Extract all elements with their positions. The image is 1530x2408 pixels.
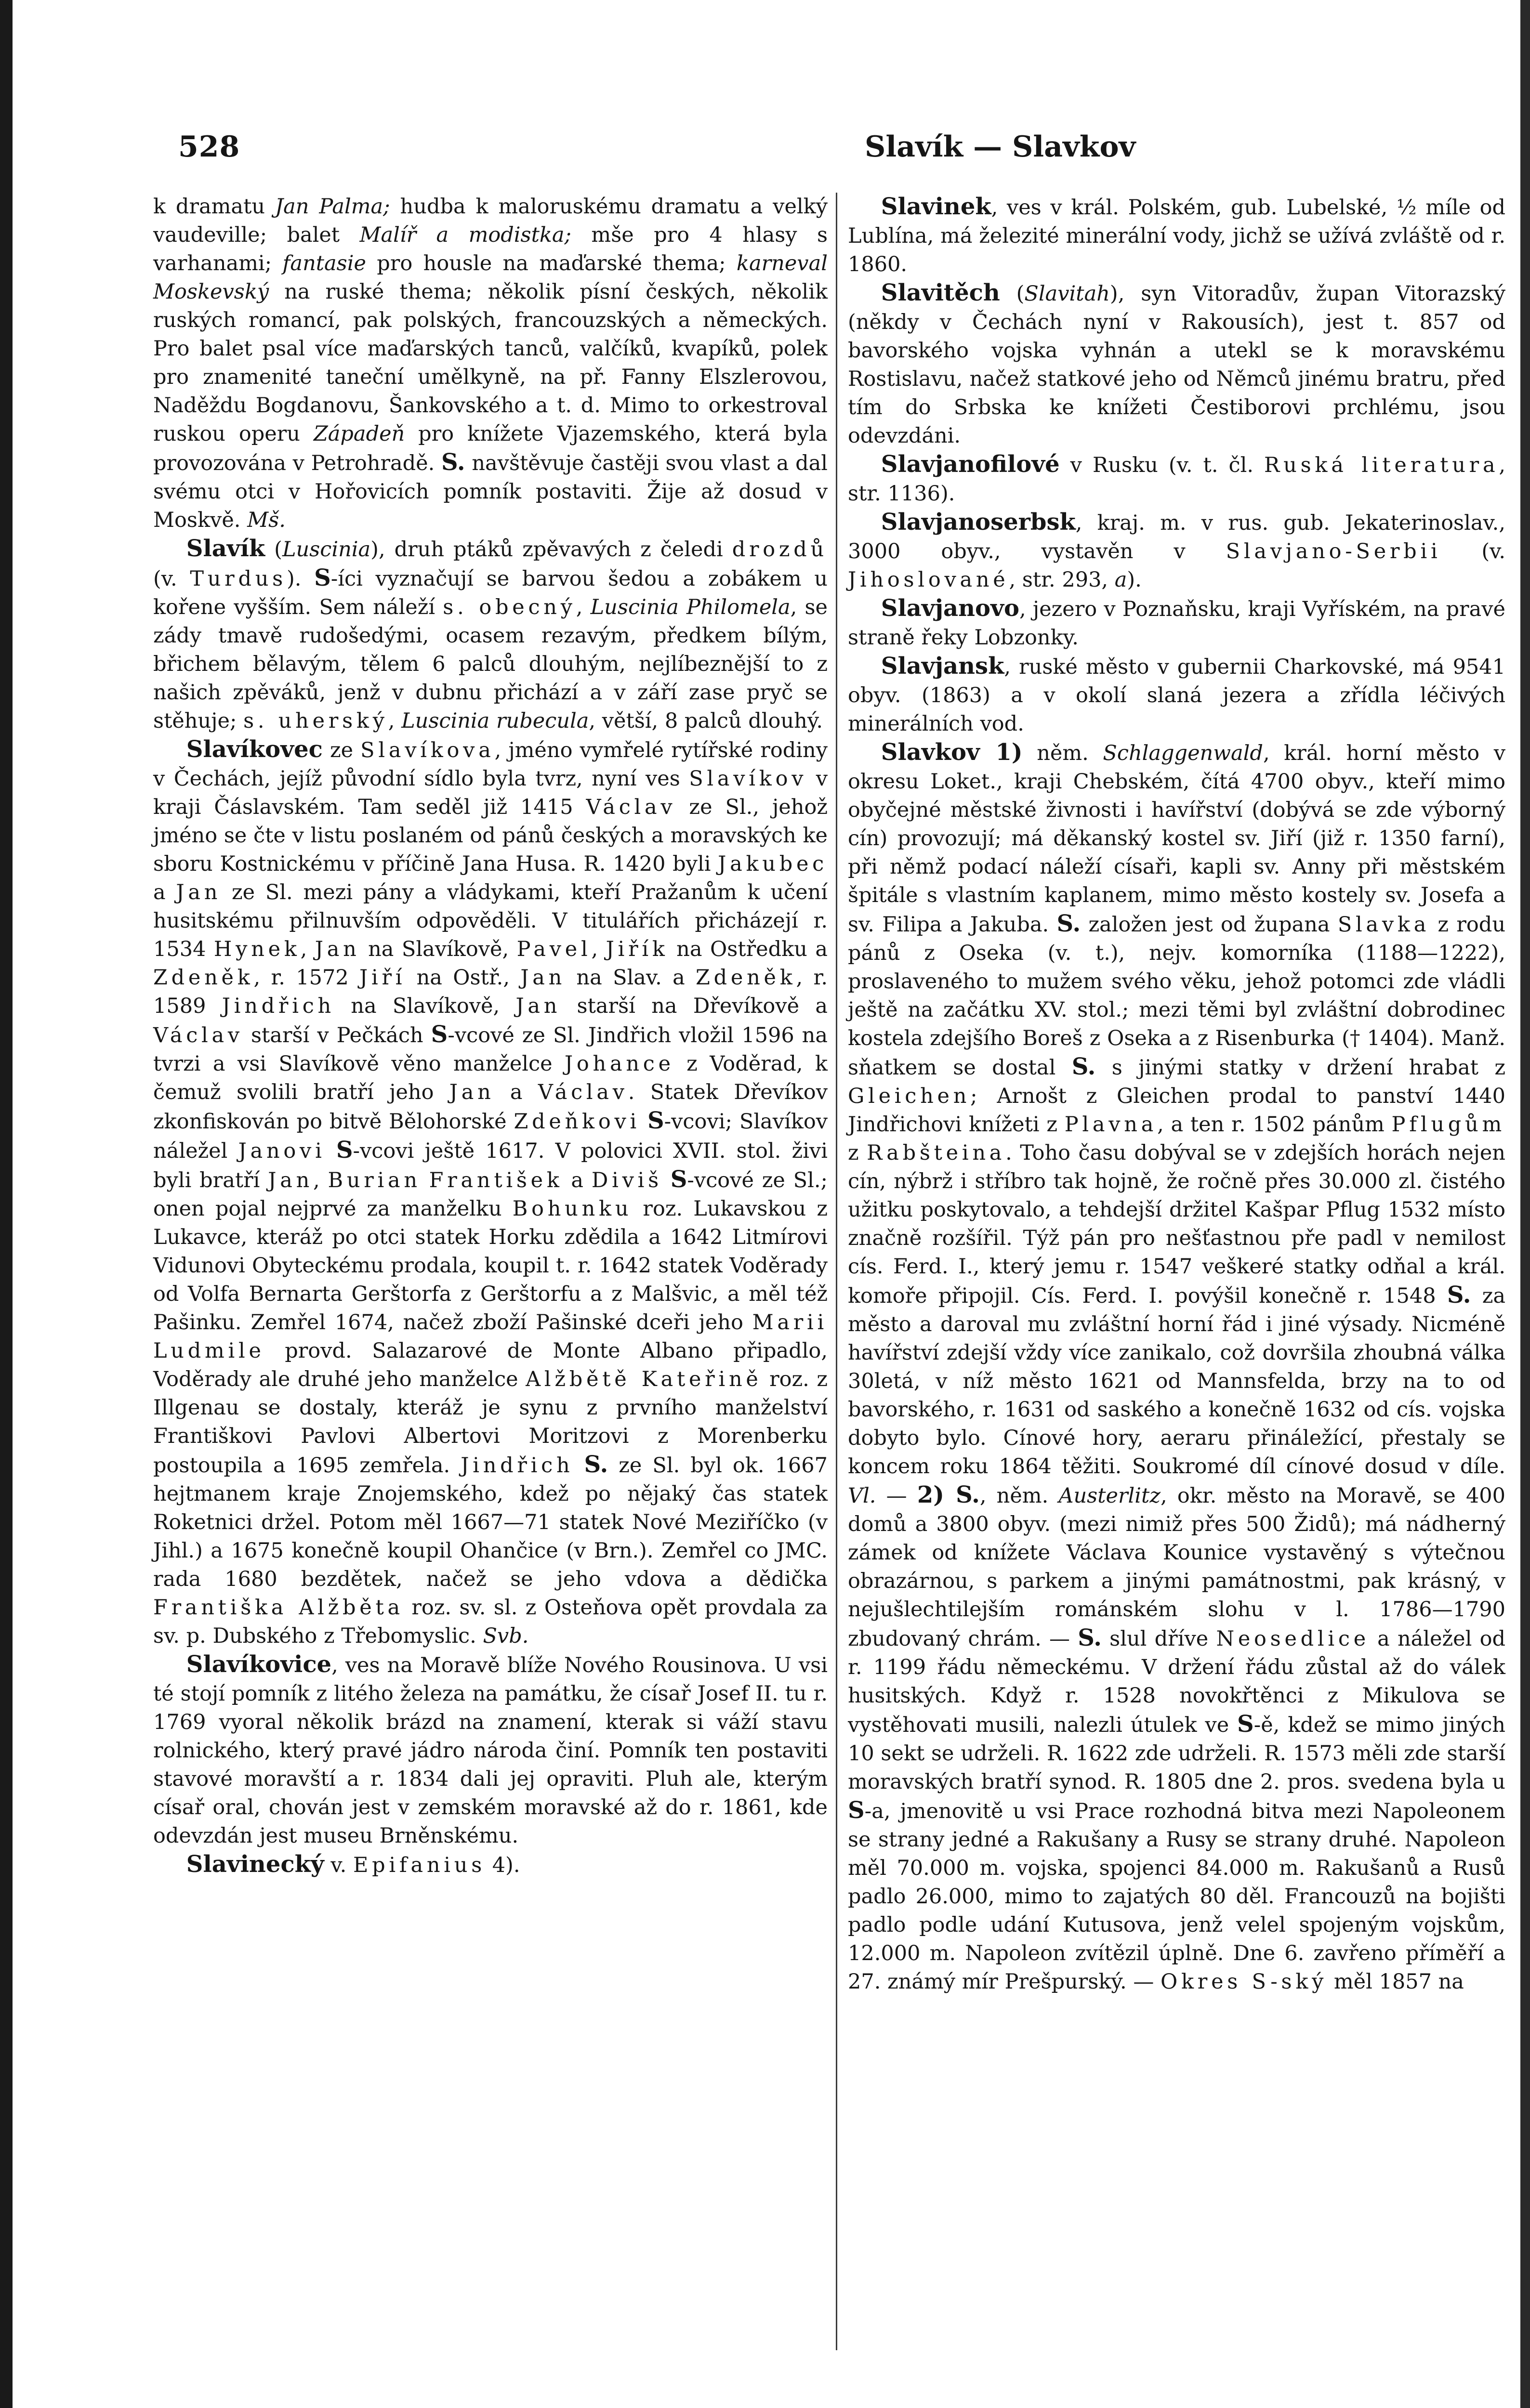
entry-text: -vcovi; Slavíkov náležel xyxy=(153,1110,828,1163)
left-column xyxy=(153,193,828,1880)
entry-text: Slavíkov xyxy=(689,767,807,791)
entry-text: v kraji Čáslavském. Tam seděl již 1415 xyxy=(153,767,828,819)
entry-text: , jezero v Poznaňsku, kraji Vyříském, na pravé straně řeky Lobzonky. xyxy=(848,597,1505,650)
entry-text: Pflugům xyxy=(1391,1112,1505,1137)
entry-text: Rabšteina xyxy=(867,1141,1006,1165)
entry-headword: Slavjanovo xyxy=(881,595,1019,622)
entry-text: roz. Lukavskou z Lukavce, kteráž po otci statek Horku zdědila a 1642 Litmírovi Vidunovi Obyteckému prodala, koupil t. r. 1642 statek Voděrady od Volfa Bernarta Gerštorfa z Gerštorfu a z Malšvic, a měl též Pašinku. Zemřel 1674, načež zboží Pašinské dceři jeho xyxy=(153,1197,828,1335)
entry-text: pro housle na maďarské thema; xyxy=(366,251,737,275)
entry-text: hudba k maloruskému dramatu a velký vaudeville; balet xyxy=(153,195,828,247)
entry-text: S xyxy=(336,1137,353,1164)
entry-text: Zdeňkovi xyxy=(514,1110,640,1134)
entry-text: roz. sv. sl. z Osteňova opět provdala za sv. p. Dubského z Třebomyslic. xyxy=(153,1596,828,1648)
entry-headword: Slavinek xyxy=(881,193,991,220)
entry-headword: Slavíkovec xyxy=(186,736,323,763)
entry-text: S xyxy=(647,1107,664,1134)
article-paragraph xyxy=(848,450,1505,508)
entry-text: (v. xyxy=(153,567,190,591)
entry-text: Jakubec xyxy=(718,852,828,876)
entry-text: s. obecný xyxy=(443,595,576,619)
entry-text xyxy=(640,1110,647,1134)
entry-text: provd. Salazarové de Monte Albano připadlo, Voděrady ale druhé jeho manželce xyxy=(153,1339,828,1391)
entry-text: Schlaggenwald xyxy=(1103,741,1263,765)
entry-text: slul dříve xyxy=(1101,1627,1216,1651)
entry-text: -vcové ze Sl.; onen pojal nejprvé za manželku xyxy=(153,1168,828,1221)
entry-text: Jan Palma; xyxy=(275,195,390,219)
entry-text: v Rusku (v. t. čl. xyxy=(1059,453,1265,477)
entry-text: , r. 1589 xyxy=(153,966,828,1018)
entry-text: -a, jmenovitě u vsi Prace rozhodná bitva mezi Napoleonem se strany jedné a Rakušany a Rusy se strany druhé. Napoleon měl 70.000 m. vojska, spojenci 84.000 m. Rakušanů a Rusů padlo 26.000, mimo to zajatých 80 děl. Francouzů na bojišti padlo podle udání Kutusova, jenž velel spojeným vojskům, 12.000 m. Napoleon zvítězil úplně. Dne 6. zavřeno příměří a 27. známý mír Prešpurský. — xyxy=(848,1799,1505,1994)
entry-text: , jméno vymřelé rytířské rodiny v Čechách, jejíž původní sídlo byla tvrz, nyní ves xyxy=(153,738,828,791)
entry-text xyxy=(573,1453,584,1478)
entry-text: Zdeněk xyxy=(696,966,796,990)
article-paragraph xyxy=(848,508,1505,594)
entry-text: , xyxy=(388,709,402,733)
entry-text: z xyxy=(848,1141,867,1165)
entry-text: starší v Pečkách xyxy=(243,1023,431,1047)
entry-text: S xyxy=(431,1021,448,1048)
entry-text: , str. 1136). xyxy=(848,453,1505,506)
entry-text: S xyxy=(314,564,331,591)
entry-text: Austerlitz xyxy=(1058,1484,1161,1508)
entry-text: , str. 293, xyxy=(1009,568,1115,592)
article-paragraph xyxy=(848,738,1505,1996)
entry-text: František xyxy=(429,1168,563,1192)
entry-text xyxy=(662,1168,671,1192)
entry-text: , větší, 8 palců dlouhý. xyxy=(589,709,823,733)
entry-text: S. xyxy=(1078,1624,1102,1651)
entry-text: ). xyxy=(1127,568,1142,592)
entry-text: na Ostředku a xyxy=(668,937,828,961)
entry-text: a náležel od r. 1199 řádu německému. V držení řádu zůstal až do válek husitských. Když r. 1528 novokřtěnci z Mikulova se vystěhovati musili, nalezli útulek ve xyxy=(848,1627,1505,1737)
entry-headword: Slavíkovice xyxy=(186,1651,332,1678)
entry-headword: Slavjansk xyxy=(881,653,1004,680)
entry-text: , kraj. m. v rus. gub. Jekaterinoslav., 3000 obyv., vystavěn v xyxy=(848,511,1505,563)
entry-text: na Slavíkově, xyxy=(334,994,516,1018)
entry-text: Jan xyxy=(520,966,566,990)
entry-text: k dramatu xyxy=(153,195,275,219)
entry-text: v. xyxy=(324,1853,353,1877)
article-paragraph xyxy=(848,594,1505,652)
entry-text: -íci vyznačují se barvou šedou a zobákem u kořene vyšším. Sem náleží xyxy=(153,567,828,619)
entry-text: Marii Ludmile xyxy=(153,1310,828,1363)
entry-text: na Slav. a xyxy=(566,966,696,990)
entry-text: Neosedlice xyxy=(1216,1627,1370,1651)
entry-text: S xyxy=(670,1166,687,1193)
entry-text: ze Sl., jehož jméno se čte v listu poslaném od pánů českých a moravských ke sboru Kostnickému v příčině Jana Husa. R. 1420 byli xyxy=(153,795,828,876)
entry-text: , a ten r. 1502 pánům xyxy=(1157,1112,1392,1137)
entry-text: Mš. xyxy=(247,508,286,532)
entry-text: , okr. město na Moravě, se 400 domů a 3800 obyv. (mezi nimiž přes 500 Židů); má nádherný zámek od knížete Václava Kounice vystavěný s výtečnou obrazárnou, s parkem a jinými památnostmi, pak krásný, v nejušlechtilejším románském slohu v l. 1786—1790 zbudovaný chrám. — xyxy=(848,1484,1506,1651)
entry-text xyxy=(326,1139,336,1163)
entry-text: S. xyxy=(1071,1053,1096,1080)
entry-text: S. xyxy=(1056,910,1081,937)
entry-text: , ruské město v gubernii Charkovské, má 9541 obyv. (1863) a v okolí slaná jezera a zřídla léčivých minerálních vod. xyxy=(848,655,1505,736)
article-paragraph xyxy=(848,193,1505,279)
entry-text: S xyxy=(1237,1711,1254,1738)
entry-text: Jindřich xyxy=(222,994,335,1018)
entry-text: -vcové ze Sl. Jindřich vložil 1596 na tvrzi a vsi Slavíkově věno manželce xyxy=(153,1023,828,1076)
entry-text: s. uherský xyxy=(243,709,388,733)
entry-text: Luscinia Philomela xyxy=(590,595,791,619)
entry-text: ze Sl. mezi pány a vládykami, kteří Pražanům k učení husitskému přilnuvším odpověděli. V titulářích přicházejí r. 1534 xyxy=(153,880,828,961)
entry-text: , xyxy=(313,1168,328,1192)
entry-text: ), syn Vitoradův, župan Vitorazský (někdy v Čechách nyní v Rakousích), jest t. 857 od bavorského vojska vyhnán a utekl se k moravskému Rostislavu, načež statkové jeho od Němců jinému bratru, před tím do Srbska ke knížeti Čestiborovi prchlému, jsou odevzdáni. xyxy=(848,282,1506,448)
entry-text: drozdů xyxy=(732,537,828,562)
entry-text: Luscinia xyxy=(282,537,371,562)
entry-text: S xyxy=(848,1797,865,1824)
running-head: Slavík — Slavkov xyxy=(865,130,1136,164)
entry-text: Burian xyxy=(328,1168,421,1192)
article-paragraph xyxy=(848,279,1505,450)
entry-text: ze Sl. byl ok. 1667 hejtmanem kraje Znojemského, kdež po nějaký čas statek Roketnici držel. Potom měl 1667—71 statek Nové Meziříčko (v Jihl.) a 1675 konečně koupil Ohančice (v Brn.). Zemřel co JMC. rada 1680 bezdětek, načež se jeho vdova a dědička xyxy=(153,1453,828,1591)
entry-text: Gleichen xyxy=(848,1084,971,1108)
entry-text: pro knížete Vjazemského, která byla provozována v Petrohradě. xyxy=(153,422,828,475)
entry-text: Jindřich xyxy=(461,1453,574,1478)
entry-headword: Slavjanoserbsk xyxy=(881,509,1076,536)
page-number: 528 xyxy=(178,130,240,164)
entry-text: starší na Dřevíkově a xyxy=(561,994,828,1018)
entry-text: -vcovi ještě 1617. V polovici XVII. stol. živi byli bratří xyxy=(153,1139,828,1192)
entry-text: . Statek Dřevíkov zkonfiskován po bitvě Bělohorské xyxy=(153,1080,828,1134)
entry-text: Slavka xyxy=(1337,913,1430,937)
entry-text: Alžbětě Kateřině xyxy=(526,1367,762,1391)
entry-text: Jan xyxy=(449,1080,495,1104)
entry-text: na Ostř., xyxy=(406,966,521,990)
entry-text: z Voděrad, k čemuž svolili bratří jeho xyxy=(153,1052,828,1104)
entry-text: ), druh ptáků zpěvavých z čeledi xyxy=(370,537,732,562)
entry-text: mše pro 4 hlasy s varhanami; xyxy=(153,223,828,275)
entry-text: Západeň xyxy=(313,422,405,446)
entry-text: , xyxy=(591,937,606,961)
entry-text: s jinými statky v držení hrabat z xyxy=(1095,1056,1506,1080)
entry-text: Václav xyxy=(586,795,676,819)
entry-text: ( xyxy=(1000,282,1025,306)
entry-text: Malíř a modistka; xyxy=(359,223,572,247)
entry-text: ( xyxy=(265,537,282,562)
entry-text: -ě, kdež se mimo jiných 10 sekt se udrželi. R. 1622 zde udrželi. R. 1573 měli zde starší moravských bratří synod. R. 1805 dne 2. pros. svedena byla u xyxy=(848,1713,1505,1794)
entry-text: Jiřík xyxy=(606,937,669,961)
entry-text: Slavjano-Serbii xyxy=(1226,539,1441,563)
article-paragraph xyxy=(153,193,828,535)
article-paragraph xyxy=(153,735,828,1650)
entry-text: , král. horní město v okresu Loket., kraji Chebském, čítá 4700 obyv., kteří mimo obyčejné městské živnosti i havířství (dobývá se zde výborný cín) provozují; má děkanský kostel sv. Jiří (již r. 1350 farní), při němž podací náleží císaři, kapli sv. Anny při městském špitále s vlastním kaplanem, mimo město kostely sv. Josefa a sv. Filipa a Jakuba. xyxy=(848,741,1506,937)
entry-headword: Slavjanofilové xyxy=(881,451,1060,478)
entry-text: , r. 1572 xyxy=(253,966,360,990)
article-paragraph xyxy=(153,535,828,735)
entry-text: Johance xyxy=(564,1052,674,1076)
article-paragraph xyxy=(848,652,1505,738)
entry-text: Hynek xyxy=(213,937,301,961)
entry-text xyxy=(421,1168,429,1192)
entry-text: , xyxy=(576,595,591,619)
entry-text: 4). xyxy=(486,1853,520,1877)
entry-text: Diviš xyxy=(591,1168,662,1192)
entry-text: navštěvuje častěji svou vlast a dal svému otci v Hořovicích pomník postaviti. Žije až dosud v Moskvě. xyxy=(153,451,828,532)
entry-text: Epifanius xyxy=(353,1853,486,1877)
entry-text: Františka Alžběta xyxy=(153,1596,404,1620)
entry-text: založen jest od župana xyxy=(1081,913,1338,937)
entry-text: S. xyxy=(441,449,465,476)
entry-text: Václav xyxy=(538,1080,628,1104)
entry-text: Janovi xyxy=(238,1139,326,1163)
entry-text: Zdeněk xyxy=(153,966,254,990)
entry-text: na ruské thema; několik písní českých, několik ruských romancí, pak polských, francouzských a německých. Pro balet psal více maďarských tanců, valčíků, kvapíků, polek pro znamenité taneční umělkyně, na př. Fanny Elszlerovou, Naděždu Bogdanovu, Šankovského a t. d. Mimo to orkestroval ruskou operu xyxy=(153,280,828,446)
entry-text: něm. xyxy=(1022,741,1103,765)
entry-text: . Toho času dobýval se v zdejších horách nejen cín, nýbrž i stříbro tak hojně, že ročně přes 30.000 zl. čistého užitku poskytovalo, a tehdejší držitel Kašpar Pflug 1532 místo značně rozšířil. Týž pán pro nešťastnou pře padl v nemilost cís. Ferd. I., který jemu r. 1547 veškeré statky odňal a král. komoře připojil. Cís. Ferd. I. povýšil konečně r. 1548 xyxy=(848,1141,1506,1308)
entry-text: roz. z Illgenau se dostaly, kteráž je synu z prvního manželství Františkovi Pavlovi Albertovi Moritzovi z Morenberku postoupila a 1695 zemřela. xyxy=(153,1367,828,1478)
entry-text: Jan xyxy=(268,1168,314,1192)
entry-headword: Slavinecký xyxy=(186,1851,324,1878)
entry-text: Luscinia rubecula xyxy=(401,709,589,733)
entry-text: S. xyxy=(1447,1282,1471,1309)
entry-text: a xyxy=(153,880,176,904)
entry-text: ). xyxy=(286,567,315,591)
entry-text: Bohunku xyxy=(512,1197,633,1221)
entry-text: Jihoslované xyxy=(848,568,1009,592)
entry-text: S. xyxy=(584,1451,608,1478)
entry-headword: Slavík xyxy=(186,535,265,562)
entry-text: měl 1857 na xyxy=(1327,1970,1464,1994)
entry-text: a xyxy=(494,1080,538,1104)
entry-text: , xyxy=(300,937,315,961)
entry-text: Plavna xyxy=(1064,1112,1158,1137)
page-header xyxy=(157,125,1481,169)
entry-text: ze xyxy=(322,738,361,762)
entry-text: Turdus xyxy=(190,567,287,591)
entry-text: a xyxy=(563,1168,592,1192)
entry-text: na Slavíkově, xyxy=(360,937,517,961)
entry-text: , ves v král. Polském, gub. Lubelské, ½ míle od Lublína, má železité minerální vody, jichž se užívá zvláště od r. 1860. xyxy=(848,196,1505,276)
entry-text: Jiří xyxy=(359,966,406,990)
entry-text: Jan xyxy=(176,880,222,904)
entry-text: Slavitah xyxy=(1024,282,1110,306)
entry-text: Svb. xyxy=(483,1624,529,1648)
entry-text: ; Arnošt z Gleichen prodal to panství 1440 Jindřichovi knížeti z xyxy=(848,1084,1505,1137)
entry-text: za město a daroval mu zvláštní horní řád i jiné výsady. Nicméně havířství zdejší vždy více zanikalo, což dovršila zhoubná válka 30letá, v níž město 1621 od Mannsfelda, brzy na to od bavorského, r. 1631 od saského a konečně 1632 od cís. vojska dobyto bylo. Cínové hory, aeraru přináležící, přestaly se koncem roku 1864 těžiti. Soukromé díl cínové dosud v díle. xyxy=(848,1284,1505,1479)
entry-text: karneval Moskevský xyxy=(153,251,828,304)
entry-text: Vl. xyxy=(848,1484,876,1508)
entry-text: Slavíkova xyxy=(360,738,495,762)
column-divider xyxy=(836,193,837,2350)
entry-text: Jan xyxy=(315,937,360,961)
entry-text: Okres S-ský xyxy=(1161,1970,1328,1994)
entry-headword: Slavitěch xyxy=(881,279,1000,306)
entry-text: Jan xyxy=(515,994,561,1018)
right-column xyxy=(848,193,1505,1996)
entry-text: z rodu pánů z Oseka (v. t.), nejv. komorníka (1188—1222), proslaveného to mužem svého věku, jehož potomci zde vládli ještě na začátku XV. stol.; mezi těmi byl zvláštní dobrodinec kostela zdejšího Boreš z Oseka a z Risenburka († 1404). Manž. sňatkem se dostal xyxy=(848,913,1506,1080)
entry-text: fantasie xyxy=(282,251,366,275)
entry-headword: Slavkov 1) xyxy=(881,739,1023,766)
article-paragraph xyxy=(153,1650,828,1850)
entry-text: Pavel xyxy=(516,937,592,961)
article-paragraph xyxy=(153,1850,828,1880)
entry-text: (v. xyxy=(1441,539,1505,563)
entry-headword: 2) S. xyxy=(917,1481,980,1508)
entry-text: Václav xyxy=(153,1023,243,1047)
entry-text: a xyxy=(1114,568,1127,592)
entry-text: , se zády tmavě rudošedými, ocasem rezavým, předkem bílým, břichem bělavým, tělem 6 palců dlouhým, nejlíbeznější to z našich zpěváků, jenž v dubnu přichází a v září zase pryč se stěhuje; xyxy=(153,595,828,733)
entry-text: Ruská literatura xyxy=(1264,453,1499,477)
entry-text: — xyxy=(876,1484,917,1508)
entry-text: , ves na Moravě blíže Nového Rousinova. U vsi té stojí pomník z litého železa na památku, že císař Josef II. tu r. 1769 vyoral několik brázd na znamení, kterak si váží stavu rolnického, který pravé jádro národa činí. Pomník ten postaviti stavové moravští a r. 1834 dali jej opraviti. Pluh ale, kterým císař oral, chován jest v zemském moravské až do r. 1861, kde odevzdán jest museu Brněnskému. xyxy=(153,1653,828,1848)
entry-text: , něm. xyxy=(979,1484,1059,1508)
